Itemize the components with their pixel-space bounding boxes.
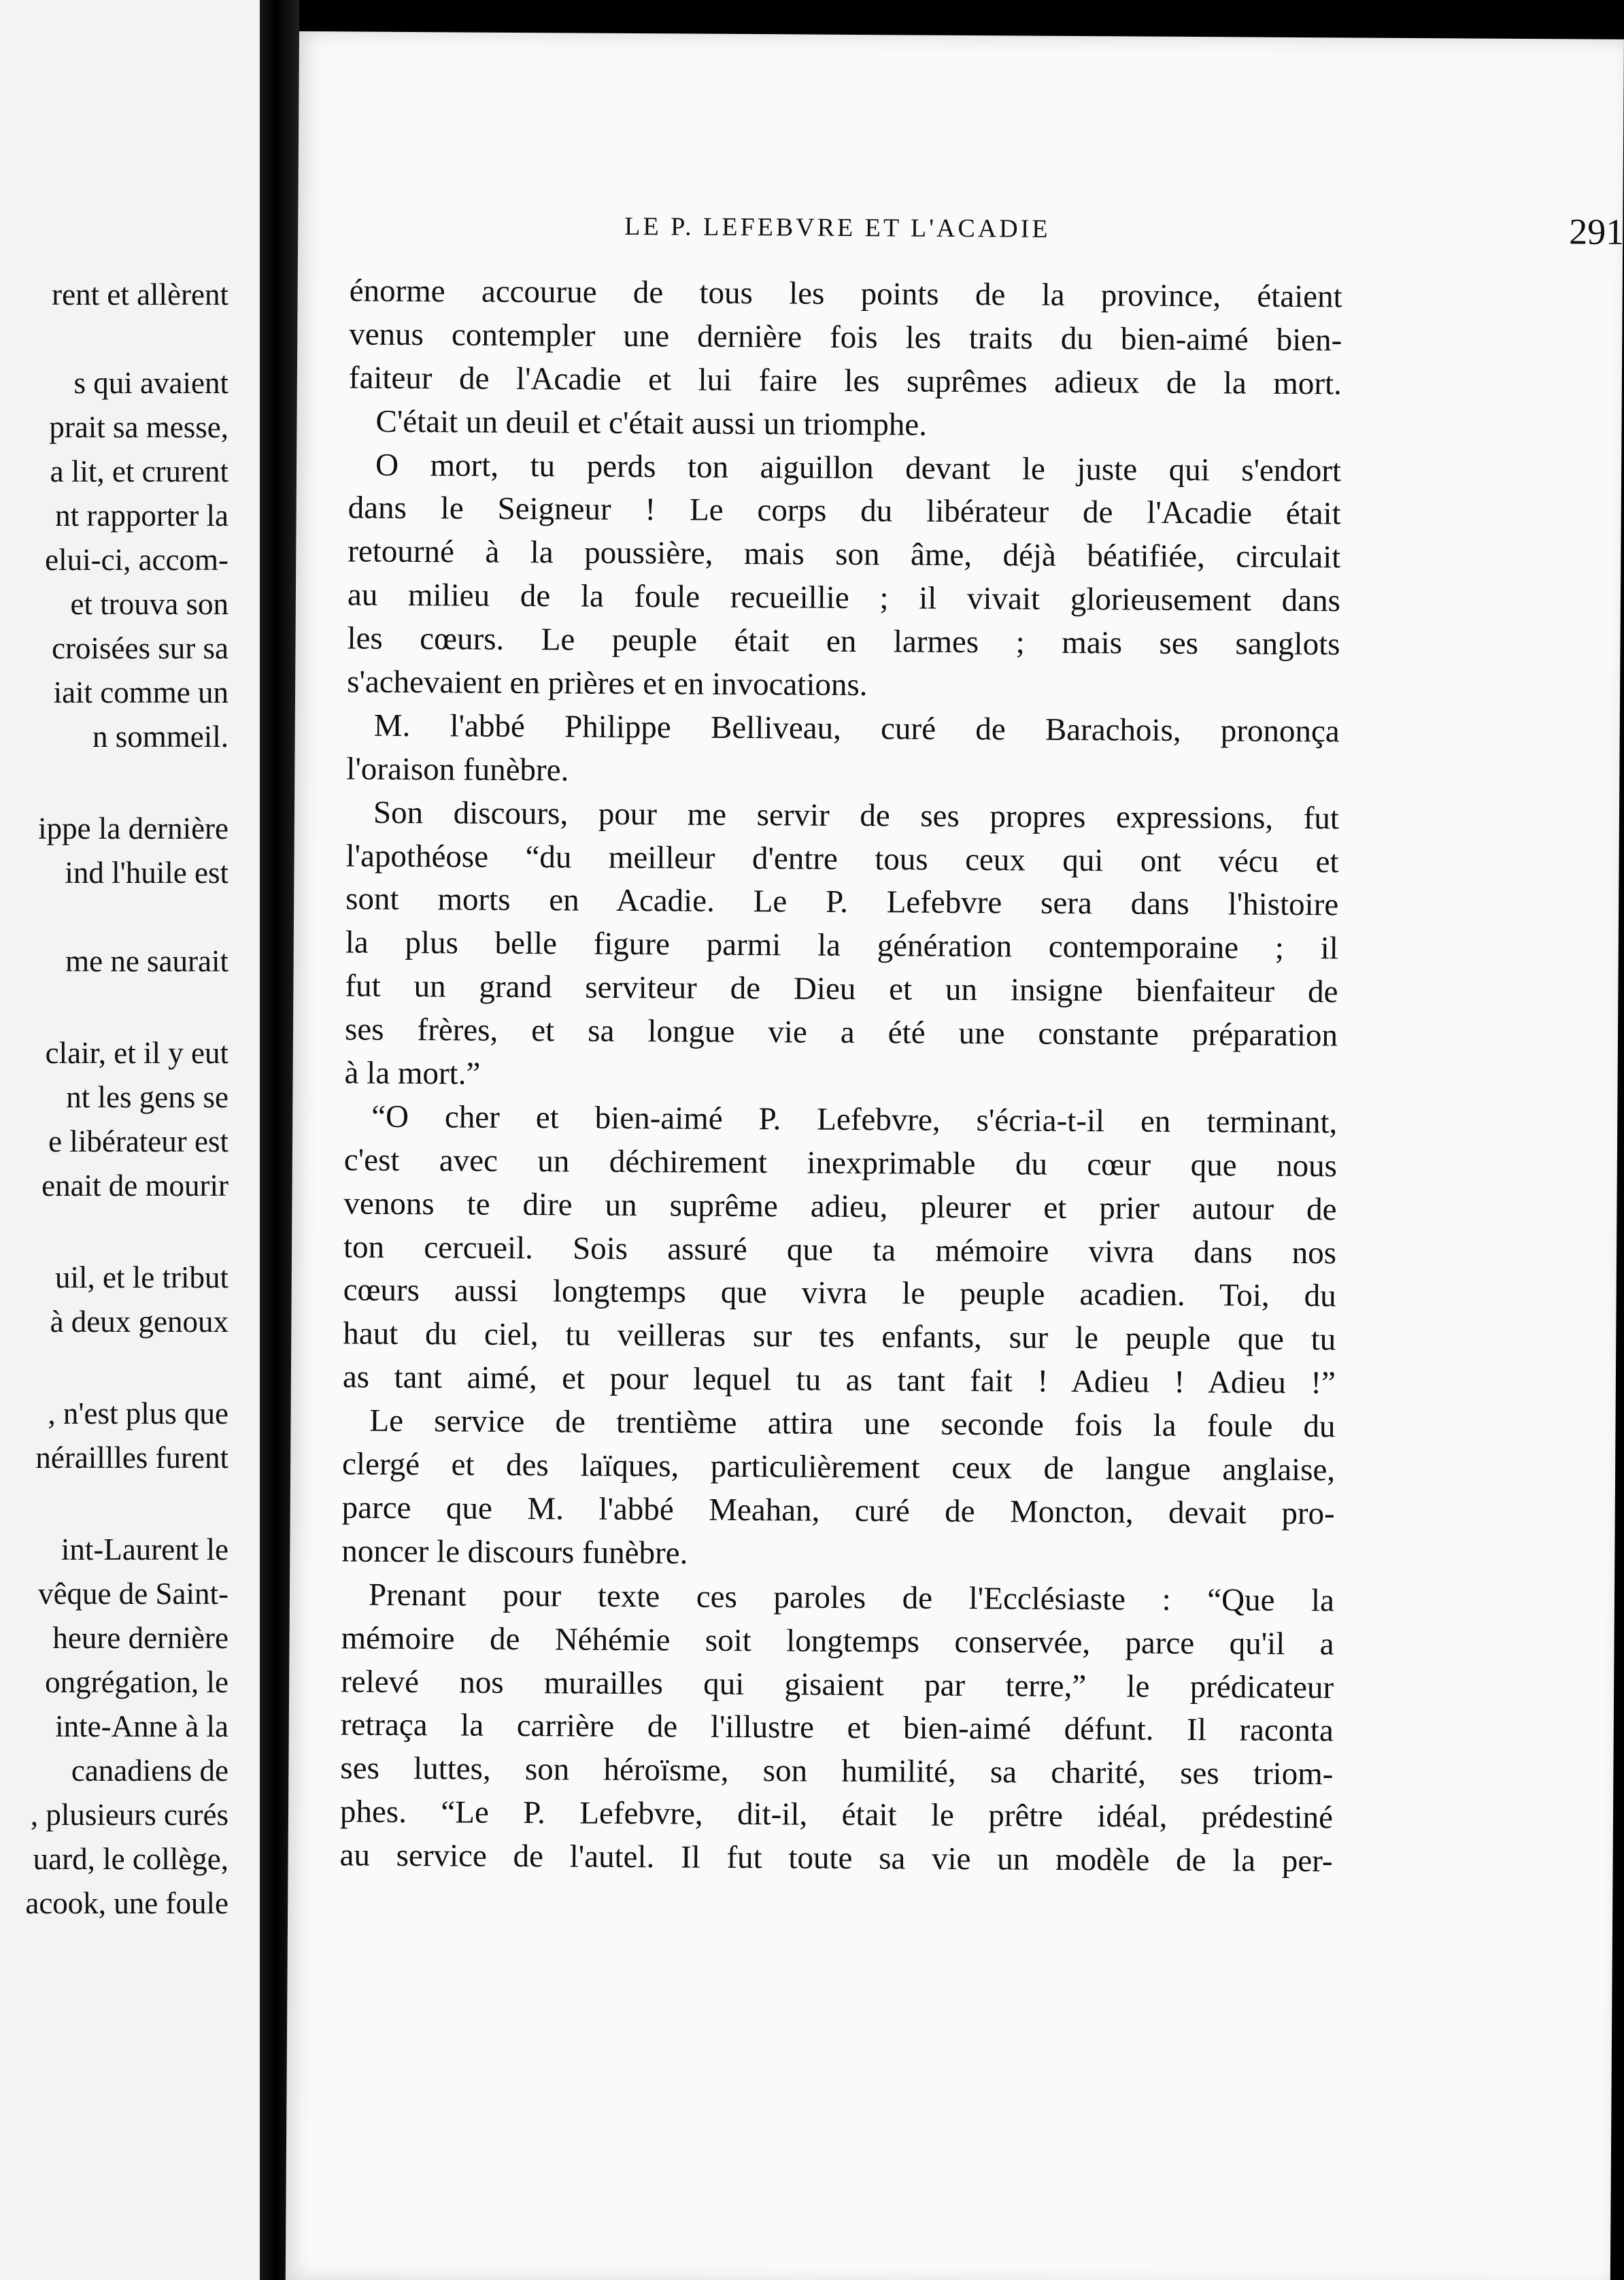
text-line: l'oraison funèbre. (346, 751, 569, 788)
previous-page-line: acook, une foule (25, 1886, 229, 1920)
text-line: dans le Seigneur ! Le corps du libérateur de l'Acadie était (348, 490, 1341, 532)
text-line: retraça la carrière de l'illustre et bien-aimé défunt. Il raconta (340, 1707, 1334, 1749)
text-line: faiteur de l'Acadie et lui faire les suprêmes adieux de la mort. (348, 360, 1342, 402)
previous-page-line: , plusieurs curés (30, 1798, 229, 1832)
previous-page-line: e libérateur est (48, 1124, 229, 1158)
previous-page-line: iait comme un (53, 675, 229, 709)
previous-page-line: et trouva son (70, 587, 229, 621)
text-line: mémoire de Néhémie soit longtemps conservée, parce qu'il a (341, 1620, 1334, 1662)
previous-page-line: uard, le collège, (33, 1842, 229, 1876)
text-line: sont morts en Acadie. Le P. Lefebvre sera dans l'histoire (345, 881, 1339, 923)
previous-page-line: uil, et le tribut (55, 1260, 229, 1294)
text-line: venons te dire un suprême adieu, pleurer et prier autour de (343, 1186, 1337, 1228)
text-line: phes. “Le P. Lefebvre, dit-il, était le prêtre idéal, prédestiné (339, 1794, 1334, 1836)
text-line: C'était un deuil et c'était aussi un triomphe. (375, 403, 928, 443)
text-line: c'est avec un déchirement inexprimable du cœur que nous (343, 1142, 1337, 1184)
previous-page-line: rent et allèrent (52, 278, 229, 312)
text-line: la plus belle figure parmi la génération contemporaine ; il (345, 924, 1338, 967)
text-line: noncer le discours funèbre. (341, 1533, 688, 1571)
text-line: au milieu de la foule recueillie ; il vivait glorieusement dans (347, 577, 1341, 619)
previous-page-line: heure dernière (52, 1621, 229, 1655)
text-line: O mort, tu perds ton aiguillon devant le juste qui s'endort (375, 447, 1342, 488)
text-line: as tant aimé, et pour lequel tu as tant fait ! Adieu ! Adieu !” (342, 1359, 1336, 1401)
text-line: ses luttes, son héroïsme, son humilité, sa charité, ses triom- (340, 1750, 1334, 1792)
previous-page-line: prait sa messe, (49, 410, 229, 444)
text-line: venus contempler une dernière fois les traits du bien-aimé bien- (349, 316, 1342, 358)
text-line: l'apothéose “du meilleur d'entre tous ceux qui ont vécu et (345, 838, 1339, 879)
text-line: ses frères, et sa longue vie a été une constante préparation (344, 1011, 1338, 1054)
previous-page-line: , n'est plus que (48, 1396, 229, 1430)
text-line: haut du ciel, tu veilleras sur tes enfants, sur le peuple que tu (343, 1315, 1336, 1358)
body-text (339, 269, 1342, 1883)
text-line: au service de l'autel. Il fut toute sa vie un modèle de la per- (339, 1837, 1333, 1879)
text-line: ton cercueil. Sois assuré que ta mémoire vivra dans nos (343, 1229, 1337, 1271)
previous-page-line: nt rapporter la (55, 499, 229, 533)
text-line: cœurs aussi longtemps que vivra le peuple acadien. Toi, du (343, 1272, 1336, 1314)
previous-page-line: à deux genoux (50, 1305, 229, 1339)
previous-page-line: ind l'huile est (65, 856, 229, 890)
previous-page-line: ippe la dernière (38, 811, 229, 845)
current-page (286, 31, 1624, 2280)
previous-page-line: clair, et il y eut (45, 1036, 229, 1070)
text-line: Son discours, pour me servir de ses propres expressions, fut (373, 794, 1340, 837)
previous-page-line: enait de mourir (41, 1169, 229, 1203)
previous-page-line: s qui avaient (73, 366, 229, 400)
previous-page-line: int-Laurent le (61, 1532, 229, 1566)
text-line: s'achevaient en prières et en invocations. (346, 664, 868, 703)
text-line: clergé et des laïques, particulièrement ceux de langue anglaise, (341, 1446, 1336, 1488)
text-line: parce que M. l'abbé Meahan, curé de Moncton, devait pro- (341, 1490, 1335, 1532)
text-line: fut un grand serviteur de Dieu et un insigne bienfaiteur de (345, 968, 1338, 1010)
text-line: retourné à la poussière, mais son âme, déjà béatifiée, circulait (348, 533, 1341, 575)
previous-page-line: croisées sur sa (52, 631, 229, 665)
previous-page-line: elui-ci, accom- (45, 543, 229, 577)
text-line: à la mort.” (344, 1055, 481, 1092)
previous-page (0, 0, 260, 2280)
previous-page-line: inte-Anne à la (55, 1709, 229, 1743)
text-line: relevé nos murailles qui gisaient par terre,” le prédicateur (341, 1663, 1334, 1705)
previous-page-line: me ne saurait (65, 944, 229, 978)
text-line: “O cher et bien-aimé P. Lefebvre, s'écria-t-il en terminant, (371, 1099, 1338, 1141)
previous-page-line: ongrégation, le (45, 1665, 229, 1699)
previous-page-line: n sommeil. (92, 720, 229, 754)
text-line: M. l'abbé Philippe Belliveau, curé de Barachois, prononça (373, 707, 1340, 750)
text-line: Prenant pour texte ces paroles de l'Ecclésiaste : “Que la (368, 1577, 1335, 1619)
text-line: Le service de trentième attira une seconde fois la foule du (369, 1403, 1336, 1445)
previous-page-line: nt les gens se (66, 1080, 229, 1114)
previous-page-line: canadiens de (71, 1754, 229, 1788)
page-header (624, 212, 1624, 265)
text-line: les cœurs. Le peuple était en larmes ; mais ses sanglots (347, 620, 1340, 663)
running-title: LE P. LEFEBVRE ET L'ACADIE (624, 212, 1051, 244)
previous-page-line: vêque de Saint- (38, 1577, 229, 1611)
page-number: 291 (1569, 211, 1624, 252)
previous-page-line: néraillles furent (35, 1441, 229, 1475)
previous-page-line: a lit, et crurent (50, 454, 229, 488)
text-line: énorme accourue de tous les points de la province, étaient (349, 273, 1342, 315)
